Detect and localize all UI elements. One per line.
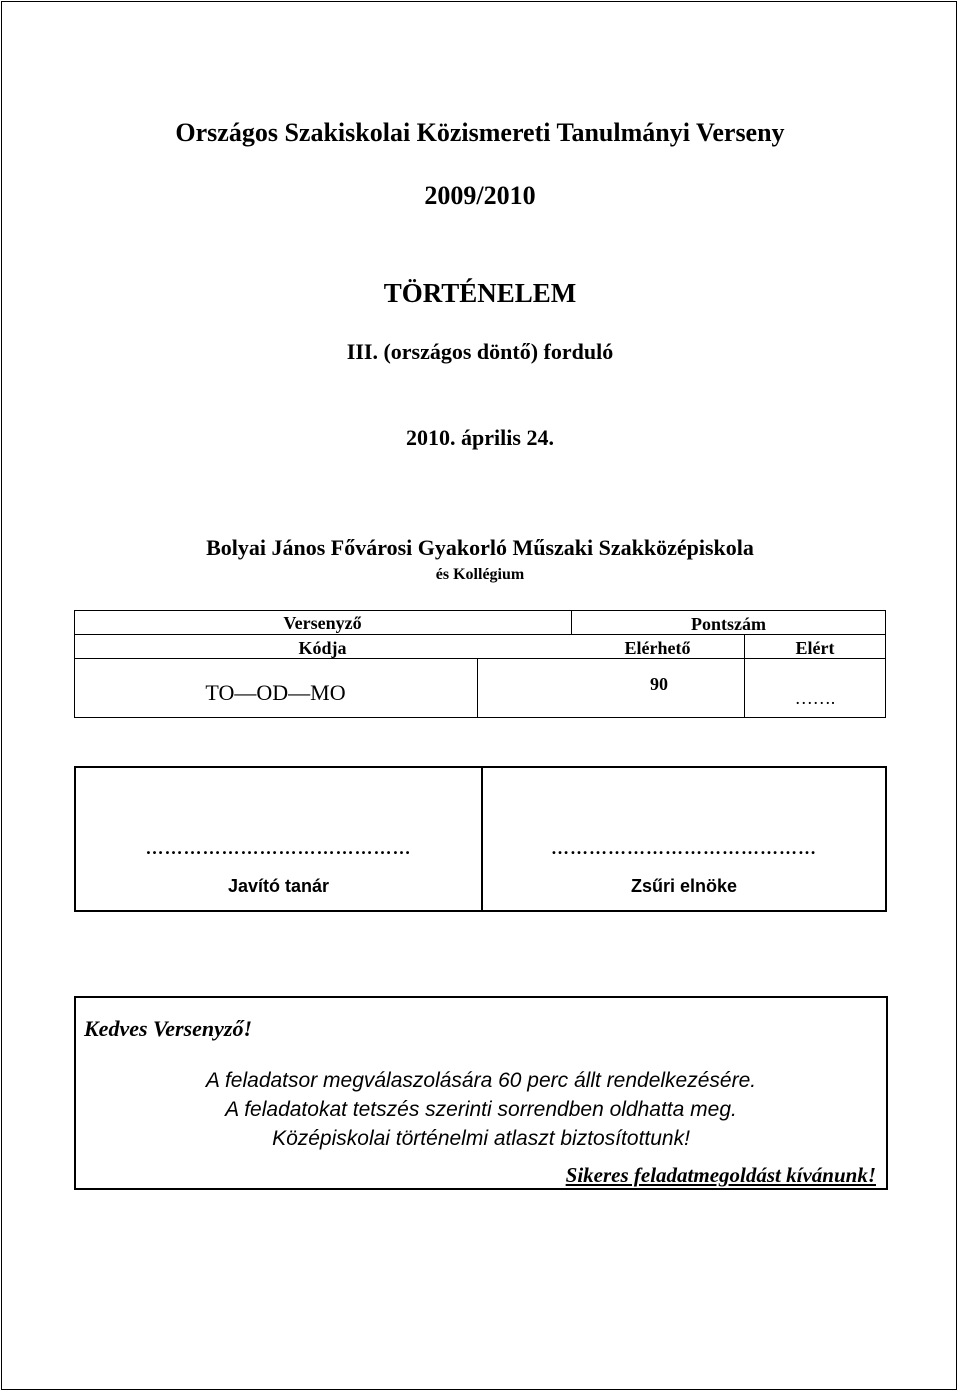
code-value: TO—OD—MO [205,680,346,705]
school-subtitle: és Kollégium [435,566,525,583]
jury-label: Zsűri elnöke [630,876,738,896]
achieved-value: ……. [794,688,836,708]
greeting: Kedves Versenyző! [84,1016,253,1041]
achieved-label: Elért [795,638,835,658]
notice-line: A feladatokat tetszés szerinti sorrendben oldhatta meg. [225,1098,737,1121]
grader-label: Javító tanár [227,876,330,896]
notice-line: A feladatsor megválaszolására 60 perc állt rendelkezésére. [205,1069,757,1092]
notice-lines [76,1066,886,1153]
score-header: Pontszám [691,614,766,634]
closing-wish: Sikeres feladatmegoldást kívánunk! [565,1163,876,1187]
jury-signature-line: …………………………………… [551,838,817,858]
notice-box [74,996,888,1190]
signature-box [74,766,887,912]
reachable-value: 90 [650,674,668,694]
exam-date: 2010. április 24. [406,425,554,450]
score-table [74,610,886,718]
jury-signature [483,768,885,910]
school-year: 2009/2010 [424,181,536,210]
subject-title: TÖRTÉNELEM [383,278,577,308]
competition-title: Országos Szakiskolai Közismereti Tanulmányi Verseny [175,118,785,147]
round-label: III. (országos döntő) forduló [346,339,614,364]
notice-line: Középiskolai történelmi atlaszt biztosítottunk! [272,1127,690,1150]
grader-signature-line: …………………………………… [145,838,412,858]
reachable-label: Elérhető [624,638,691,658]
grader-signature [76,768,481,910]
code-label: Kódja [298,638,347,658]
school-name: Bolyai János Fővárosi Gyakorló Műszaki Szakközépiskola [206,535,754,560]
competitor-header: Versenyző [283,613,362,633]
